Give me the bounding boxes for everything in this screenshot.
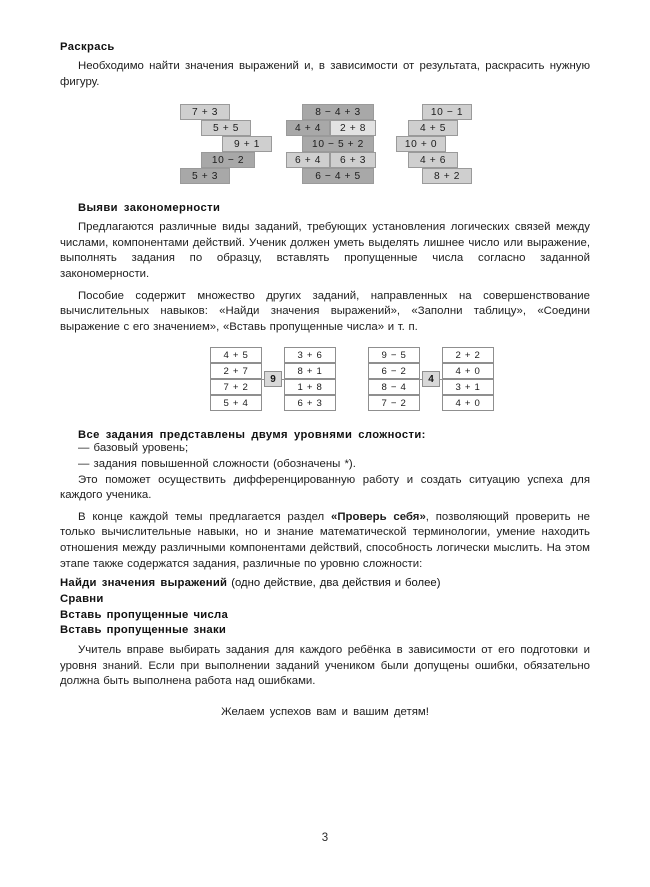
pattern-cell-right: 3 + 1 [442, 379, 494, 395]
pattern-cell-left: 7 − 2 [368, 395, 420, 411]
level-item-basic: — базовый уровень; [78, 442, 189, 455]
paragraph-color-in-body: Необходимо найти значения выражений и, в зависимости от результата, раскрасить нужную фигуру. [60, 60, 590, 88]
expression-strip: 9 + 1 [222, 136, 272, 152]
connector-value: 4 [422, 371, 440, 387]
top-spacer [60, 0, 590, 16]
level-item-advanced: — задания повышенной сложности (обозначены *). [78, 457, 356, 470]
page-content [60, 0, 590, 887]
top-spacer-3 [60, 32, 590, 41]
gap [60, 90, 590, 104]
top-spacer-2 [60, 16, 590, 32]
pattern-cell-right: 4 + 0 [442, 363, 494, 379]
expression-strip: 5 + 5 [201, 120, 251, 136]
task-item-compare: Сравни [60, 592, 104, 605]
expression-strip: 2 + 8 [330, 120, 376, 136]
gap [60, 335, 590, 347]
task-item-find-values [60, 576, 590, 592]
page-number: 3 [321, 832, 329, 844]
pattern-cell-left: 2 + 7 [210, 363, 262, 379]
connector-value: 9 [264, 371, 282, 387]
expression-strip: 10 − 2 [201, 152, 255, 168]
pattern-cell-left: 7 + 2 [210, 379, 262, 395]
expression-strip: 10 + 0 [396, 136, 446, 152]
paragraph-check-yourself [60, 510, 590, 572]
expression-strip: 5 + 3 [180, 168, 230, 184]
task-item-find-values-label: Найди значения выражений [60, 577, 228, 590]
pattern-cell-left: 6 − 2 [368, 363, 420, 379]
gap [60, 415, 590, 429]
task-item-missing-signs: Вставь пропущенные знаки [60, 624, 227, 637]
closing-wish: Желаем успехов вам и вашим детям! [221, 706, 429, 719]
expression-strip: 7 + 3 [180, 104, 230, 120]
task-item-missing-numbers: Вставь пропущенные числа [60, 608, 228, 621]
expression-strip: 10 − 5 + 2 [302, 136, 374, 152]
expression-strip: 8 + 2 [422, 168, 472, 184]
expression-strip: 6 − 4 + 5 [302, 168, 374, 184]
check-text-part-1: В конце каждой темы предлагается раздел [78, 510, 331, 523]
paragraph-patterns-body-1: Предлагаются различные виды заданий, требующих установления логических связей между числами, компонентами действий. Ученик должен уметь выделять лишнее число или выражение, выполнять задания по образцу, вставлять пропущенные числа согласно заданной закономерности. [60, 221, 590, 280]
expression-strip: 4 + 6 [408, 152, 458, 168]
figure-color-in [60, 104, 590, 190]
paragraph-patterns-body-2: Пособие содержит множество других заданий, направленных на совершенствование вычислительных навыков: «Найди значения выражений», «Заполни таблицу», «Соедини выражение с его значением», «Вставь пропущенные числа» и т. п. [60, 289, 590, 333]
pattern-cell-left: 9 − 5 [368, 347, 420, 363]
pattern-cell-right: 2 + 2 [442, 347, 494, 363]
pattern-cell-left: 5 + 4 [210, 395, 262, 411]
paragraph-levels-body: Это поможет осуществить дифференцированную работу и создать ситуацию успеха для каждого ученика. [60, 473, 590, 502]
check-quoted-title: «Проверь себя» [331, 510, 426, 523]
paragraph-closing-body: Учитель вправе выбирать задания для каждого ребёнка в зависимости от его подготовки и уровня знаний. Если при выполнении заданий учеником были допущены ошибки, обязательно должна быть выполнена работа над ошибками. [60, 644, 590, 688]
pattern-cell-right: 3 + 6 [284, 347, 336, 363]
section-heading-levels: Все задания представлены двумя уровнями сложности: [78, 429, 426, 442]
check-text-part-2: , позволяющий проверить не только вычислительные навыки, но и знание математической терминологии, умение находить отношения между различными компонентами действий, способность логически мыслить. На этом этапе также содержатся задания, различные по уровню сложности: [60, 510, 590, 570]
expression-strip: 6 + 4 [286, 152, 330, 168]
task-item-find-values-note: (одно действие, два действия и более) [227, 577, 441, 590]
expression-strip: 8 − 4 + 3 [302, 104, 374, 120]
expression-strip: 4 + 4 [286, 120, 330, 136]
pattern-cell-left: 8 − 4 [368, 379, 420, 395]
expression-strip: 6 + 3 [330, 152, 376, 168]
figure-patterns [60, 347, 590, 415]
pattern-cell-right: 4 + 0 [442, 395, 494, 411]
section-heading-patterns: Выяви закономерности [78, 202, 221, 215]
section-heading-color-in: Раскрась [60, 41, 115, 53]
pattern-cell-left: 4 + 5 [210, 347, 262, 363]
pattern-cell-right: 6 + 3 [284, 395, 336, 411]
gap [60, 190, 590, 202]
gap [60, 690, 590, 706]
pattern-cell-right: 1 + 8 [284, 379, 336, 395]
pattern-cell-right: 8 + 1 [284, 363, 336, 379]
expression-strip: 4 + 5 [408, 120, 458, 136]
expression-strip: 10 − 1 [422, 104, 472, 120]
